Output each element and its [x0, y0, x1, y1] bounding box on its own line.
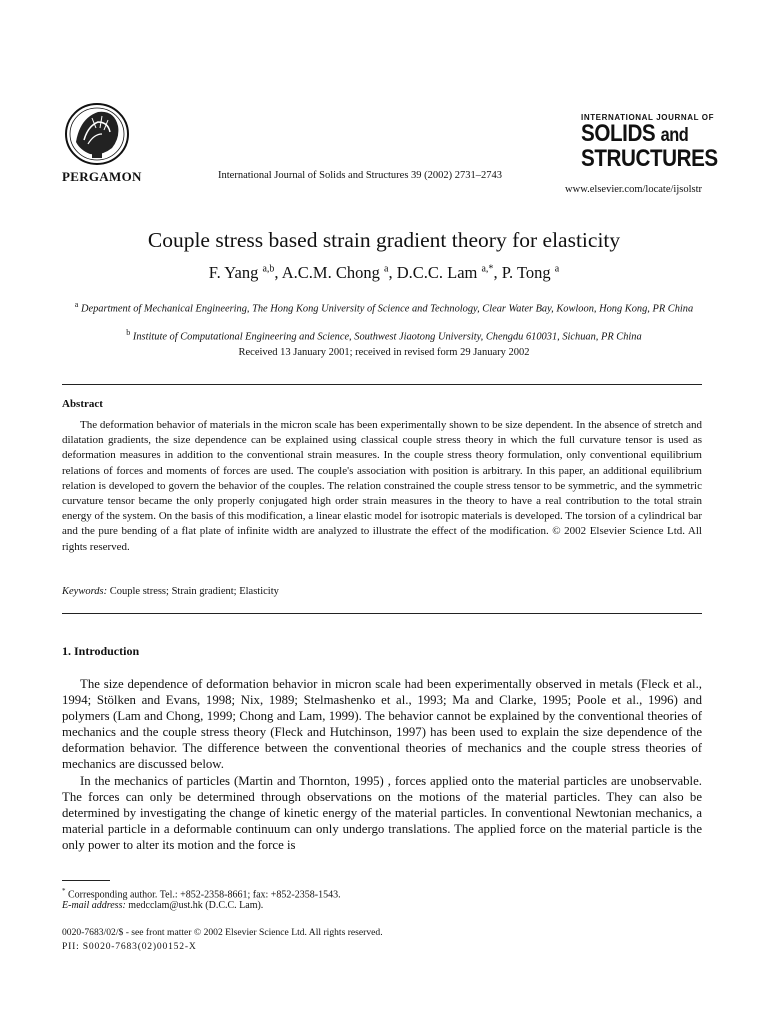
publisher-name: PERGAMON — [62, 169, 142, 184]
affiliation-text: Department of Mechanical Engineering, The Hong Kong University of Science and Technology, Clear Water Bay, Kowloon, Hong Kong, PR China — [80, 303, 694, 315]
journal-logo-and: and — [660, 125, 689, 146]
email-address[interactable]: medcclam@ust.hk (D.C.C. Lam). — [125, 900, 264, 911]
copyright-line: 0020-7683/02/$ - see front matter © 2002 Elsevier Science Ltd. All rights reserved. — [62, 927, 383, 938]
author-sup: a,* — [481, 263, 494, 275]
author-sup: a — [383, 263, 389, 275]
author — [209, 263, 282, 282]
email-label: E-mail address: — [62, 900, 126, 911]
author-sup: a — [554, 263, 560, 275]
affiliation-b — [70, 326, 698, 344]
journal-citation: International Journal of Solids and Structures 39 (2002) 2731–2743 — [218, 170, 503, 181]
author-sup: a,b — [262, 263, 275, 275]
abstract-heading: Abstract — [62, 398, 103, 410]
footnote-email — [62, 899, 263, 913]
keywords-list: Couple stress; Strain gradient; Elasticity — [109, 586, 279, 597]
author-name: D.C.C. Lam — [396, 263, 482, 282]
footnote-text: Corresponding author. Tel.: +852-2358-8661; fax: +852-2358-1543. — [68, 889, 341, 901]
journal-url[interactable]: www.elsevier.com/locate/ijsolstr — [565, 184, 702, 195]
article-title: Couple stress based strain gradient theory for elasticity — [147, 228, 621, 252]
author-list — [0, 263, 768, 283]
pii-line: PII: S0020-7683(02)00152-X — [62, 941, 197, 952]
author-name: F. Yang — [208, 263, 263, 282]
received-dates: Received 13 January 2001; received in revised form 29 January 2002 — [238, 347, 530, 358]
body-paragraph-1: The size dependence of deformation behavior in micron scale had been experimentally observed in metals (Fleck et al., 1994; Stölken and Evans, 1998; Nix, 1989; Stelmashenko et al., 1993; Ma and Clarke, 1995; Poole et al., 1996) and polymers (Lam and Chong, 1999; Chong and Lam, 1999). The behavior cannot be explained by the conventional theories of mechanics and the couple stress theory (Fleck and Hutchinson, 1997) has been used to explain the size dependence of the deformation behavior. The difference between the conventional theories of mechanics and the couple stress theories of mechanics are discussed below. — [62, 677, 702, 772]
author-sep: , — [388, 263, 397, 282]
section-heading: 1. Introduction — [62, 644, 140, 658]
affiliation-mark: a — [74, 300, 79, 309]
footnote-mark: * — [62, 887, 66, 895]
author — [502, 263, 560, 282]
author-sep: , — [274, 263, 282, 282]
footnote-rule — [62, 880, 110, 881]
divider-bottom — [62, 613, 702, 614]
affiliation-mark: b — [126, 328, 131, 337]
author-name: P. Tong — [501, 263, 555, 282]
publisher-tree-logo-icon — [62, 98, 132, 168]
journal-logo-line1 — [581, 120, 689, 147]
body-paragraph-2: In the mechanics of particles (Martin and Thornton, 1995) , forces applied onto the material particles are unobservable. The forces can only be determined through observations on the motions of the material particles. They can also be determined by investigating the change of kinetic energy of the material particles. In conventional Newtonian mechanics, a material particle in a deformable continuum can only undergo translations. The applied force on the material particle is the only power to alter its motion and the force is — [62, 774, 702, 853]
journal-logo-top: INTERNATIONAL JOURNAL OF — [581, 113, 715, 122]
affiliation-text: Institute of Computational Engineering and Science, Southwest Jiaotong University, Chengdu 610031, Sichuan, PR China — [132, 331, 642, 343]
keywords-label: Keywords: — [62, 586, 108, 597]
author — [397, 263, 502, 282]
affiliation-a — [70, 298, 698, 316]
divider-top — [62, 384, 702, 385]
abstract-text: The deformation behavior of materials in the micron scale has been experimentally shown to be size dependent. In the absence of stretch and dilatation gradients, the size dependence can be explained using classical couple stress theory in which the full curvature tensor is used as deformation measures in addition to the conventional strain measures. In the couple stress theory formulation, only conventional equilibrium relations of forces and moments of forces are used. The couple's association with position is arbitrary. In this paper, an additional equilibrium relation is developed to govern the behavior of the couples. The relation constrained the couple stress tensor to be symmetric, and the symmetric curvature tensor became the only properly conjugated high order strain measures in the theory to have a real contribution to the total strain energy of the system. On the basis of this modification, a linear elastic model for isotropic materials is developed. The torsion of a cylindrical bar and the pure bending of a flat plate of infinite width are analyzed to illustrate the effect of the modification. © 2002 Elsevier Science Ltd. All rights reserved. — [62, 419, 702, 553]
author — [282, 263, 397, 282]
journal-logo-line2: STRUCTURES — [581, 145, 718, 172]
author-sep: , — [493, 263, 502, 282]
keywords — [62, 586, 279, 597]
journal-logo — [581, 113, 718, 172]
author-name: A.C.M. Chong — [281, 263, 384, 282]
journal-logo-solids: SOLIDS — [581, 120, 656, 147]
